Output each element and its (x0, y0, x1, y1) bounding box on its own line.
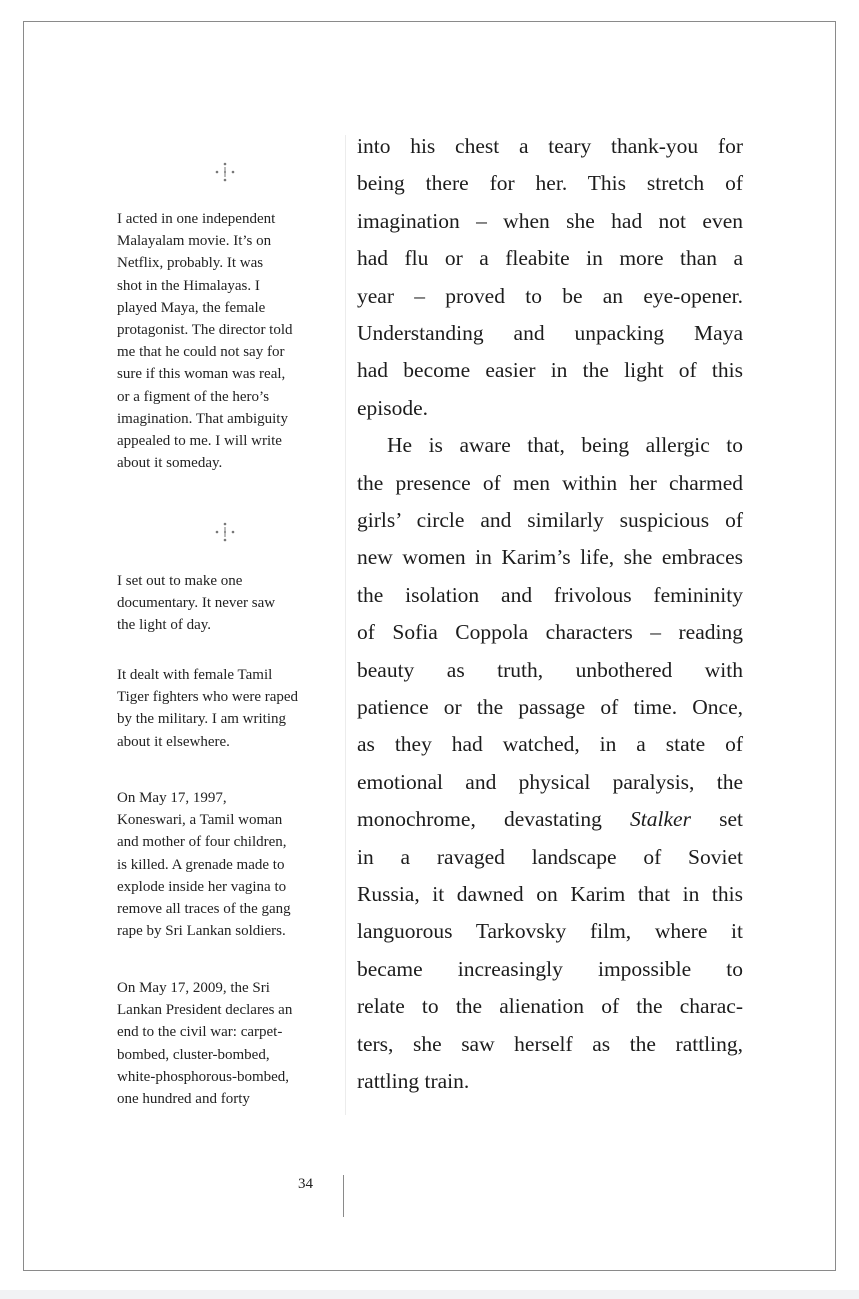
main-text-line (357, 1029, 743, 1059)
text-segment: set (690, 807, 743, 832)
text-segment: imagination – when she had not even (357, 208, 743, 233)
page-number: 34 (298, 1176, 313, 1192)
sidenote-line: imagination. That ambiguity (117, 410, 288, 427)
sidenote-line: Koneswari, a Tamil woman (117, 812, 283, 829)
main-text-line (357, 131, 743, 161)
sidenote-line: or a figment of the hero’s (117, 388, 270, 405)
sidenote-line: shot in the Himalayas. I (117, 277, 260, 294)
sidenote-line: It dealt with female Tamil (117, 667, 273, 683)
sidenote-line: I acted in one independent (117, 211, 276, 227)
sidenote-line: Malayalam movie. It’s on (117, 233, 272, 250)
text-segment: patience or the passage of time. Once, (357, 695, 743, 719)
sidenote-line: protagonist. The director told (117, 322, 293, 338)
text-segment: rattling train. (357, 1069, 470, 1093)
text-segment: Russia, it dawned on Karim that in this (357, 882, 743, 906)
text-segment: into his chest a teary thank-you for (357, 134, 743, 158)
main-text-line (357, 954, 743, 984)
sidenote-line: and mother of four children, (117, 834, 287, 851)
text-segment: the isolation and frivolous femininity (357, 582, 743, 607)
main-text-line (357, 580, 743, 610)
main-text-line (357, 243, 743, 273)
sidenote-line: Tiger fighters who were raped (117, 689, 299, 706)
main-text-line (357, 916, 743, 946)
text-segment: He is aware that, being allergic to (387, 433, 743, 458)
text-segment: had become easier in the light of this (357, 358, 743, 383)
sidenote-line: bombed, cluster-bombed, (117, 1046, 270, 1063)
text-segment: became increasingly impossible to (357, 956, 743, 981)
sidenote-line: sure if this woman was real, (117, 366, 286, 383)
main-text-line (357, 393, 743, 423)
film-title-italic: Stalker (630, 807, 691, 832)
text-segment: as they had watched, in a state of (357, 732, 743, 757)
sidenote-line: On May 17, 2009, the Sri (117, 980, 270, 996)
main-text-line (357, 1066, 743, 1096)
main-text-line (357, 206, 743, 236)
text-segment: monochrome, devastating (357, 807, 631, 832)
sidenote-line: played Maya, the female (117, 299, 266, 316)
sidenote-line: remove all traces of the gang (117, 901, 291, 917)
folio-divider (343, 1175, 344, 1217)
text-segment: relate to the alienation of the charac- (357, 994, 743, 1019)
main-text-line (357, 430, 743, 460)
section-ornament-icon (213, 520, 237, 544)
main-text-line (357, 168, 743, 198)
main-text-line (357, 468, 743, 498)
viewer-bottom-strip (0, 1290, 859, 1299)
sidenote-line: is killed. A grenade made to (117, 856, 285, 873)
text-segment: had flu or a fleabite in more than a (357, 246, 743, 271)
section-ornament-icon (213, 160, 237, 184)
sidenote-line: the light of day. (117, 617, 212, 634)
text-segment: ters, she saw herself as the rattling, (357, 1031, 743, 1056)
main-text-line (357, 281, 743, 311)
text-segment: of Sofia Coppola characters – reading (357, 620, 743, 645)
sidenote-line: me that he could not say for (117, 344, 285, 361)
sidenote-line: rape by Sri Lankan soldiers. (117, 923, 286, 940)
column-divider (345, 135, 346, 1115)
sidenote-line: Lankan President declares an (117, 1002, 293, 1019)
text-segment: in a ravaged landscape of Soviet (357, 844, 743, 869)
text-segment: being there for her. This stretch of (357, 171, 743, 196)
sidenote-line: documentary. It never saw (117, 595, 276, 612)
text-segment: new women in Karim’s life, she embraces (357, 545, 743, 570)
text-segment: episode. (357, 395, 429, 420)
main-text-line (357, 505, 743, 535)
main-text-line (357, 318, 743, 348)
main-text-line (357, 991, 743, 1021)
main-text-line (357, 655, 743, 685)
main-text-line (357, 617, 743, 647)
main-text-line (357, 729, 743, 759)
main-text-line (357, 542, 743, 572)
sidenote-line: white-phosphorous-bombed, (117, 1068, 290, 1085)
sidenote-line: explode inside her vagina to (117, 878, 287, 895)
sidenote-line: appealed to me. I will write (117, 433, 282, 449)
sidenote-line: On May 17, 1997, (117, 790, 227, 806)
main-text-line (357, 879, 743, 909)
text-segment: the presence of men within her charmed (357, 470, 743, 495)
main-text-line (357, 355, 743, 385)
sidenote-line: end to the civil war: carpet- (117, 1024, 283, 1041)
sidenote-line: one hundred and forty (117, 1091, 250, 1107)
main-text-line (357, 767, 743, 797)
sidenote-line: about it someday. (117, 455, 223, 472)
main-text-line (357, 692, 743, 722)
text-segment: emotional and physical paralysis, the (357, 769, 743, 794)
sidenote-line: I set out to make one (117, 573, 243, 589)
main-text-line (357, 804, 743, 834)
text-segment: girls’ circle and similarly suspicious of (357, 508, 743, 532)
text-segment: beauty as truth, unbothered with (357, 657, 743, 682)
text-segment: languorous Tarkovsky film, where it (357, 919, 743, 944)
sidenote-line: about it elsewhere. (117, 733, 230, 750)
sidenote-line: by the military. I am writing (117, 711, 286, 728)
text-segment: year – proved to be an eye-opener. (357, 283, 743, 308)
sidenote-line: Netflix, probably. It was (117, 255, 264, 272)
text-segment: Understanding and unpacking Maya (357, 321, 743, 345)
main-text-line (357, 842, 743, 872)
